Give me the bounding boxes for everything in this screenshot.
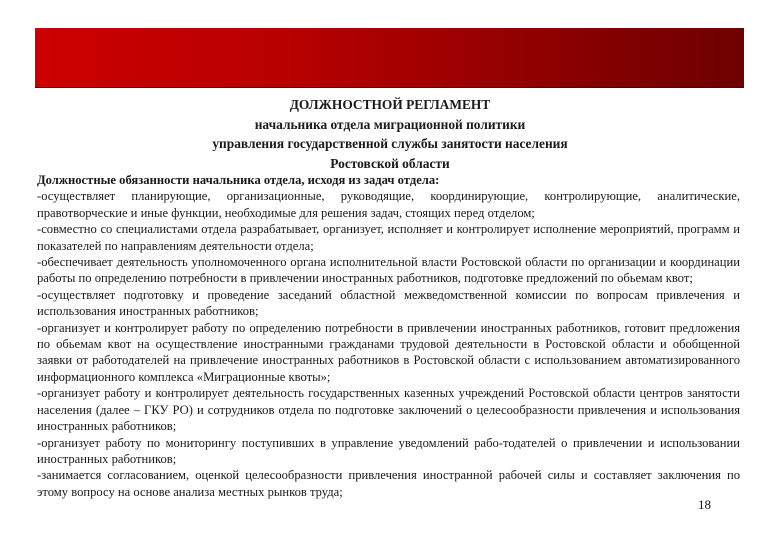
duty-item: -осуществляет подготовку и проведение заседаний областной межведомственной комиссии по вопросам привлечения и использования иностранных работников;: [37, 287, 740, 319]
title-line-1: ДОЛЖНОСТНОЙ РЕГЛАМЕНТ: [289, 97, 491, 112]
duty-item: -организует работу по мониторингу поступивших в управление уведомлений рабо-тодателей о привлечении и использовании иностранных работников;: [37, 435, 740, 466]
title-line-3: управления государственной службы занятости населения: [212, 136, 568, 151]
section-heading: Должностные обязанности начальника отдела, исходя из задач отдела:: [37, 173, 440, 187]
title-line-2: начальника отдела миграционной политики: [254, 116, 526, 132]
document-title: [150, 95, 630, 173]
title-line-4: Ростовской области: [330, 155, 450, 171]
header-banner: [35, 28, 744, 87]
duty-item: -организует и контролирует работу по определению потребности в привлечении иностранных работников, готовит предложения по обьемам квот на осуществление иностранными гражданами трудовой деятельности в Ростовской области и обобщенной заявки от работодателей на привлечение иностранных работников в Ростовской области с использованием автоматизированного информационного комплекса «Миграционные квоты»;: [37, 320, 740, 384]
page-number: 18: [698, 497, 711, 512]
duty-item: -обеспечивает деятельность уполномоченного органа исполнительной власти Ростовской области по организации и координации работы по определению потребности в привлечении иностранных работников, подготовке предложений по обьемам квот;: [37, 255, 740, 286]
duty-item: -организует работу и контролирует деятельность государственных казенных учреждений Ростовской области центров занятости населения (далее – ГКУ РО) и сотрудников отдела по подготовке заключений о целесообразности привлечения и использования иностранных работников;: [37, 386, 740, 434]
duty-item: -осуществляет планирующие, организационные, руководящие, координирующие, контролирующие, аналитические, правотворческие и иные функции, необходимые для решения задач, стоящих перед отделом;: [37, 189, 740, 220]
duty-item: -занимается согласованием, оценкой целесообразности привлечения иностранной рабочей силы и составляет заключения по этому вопросу на основе анализа местных рынков труда;: [37, 468, 740, 499]
duty-item: -совместно со специалистами отдела разрабатывает, организует, исполняет и контролирует исполнение мероприятий, программ и показателей по направлениям деятельности отдела;: [37, 222, 740, 253]
document-body: [37, 172, 740, 500]
